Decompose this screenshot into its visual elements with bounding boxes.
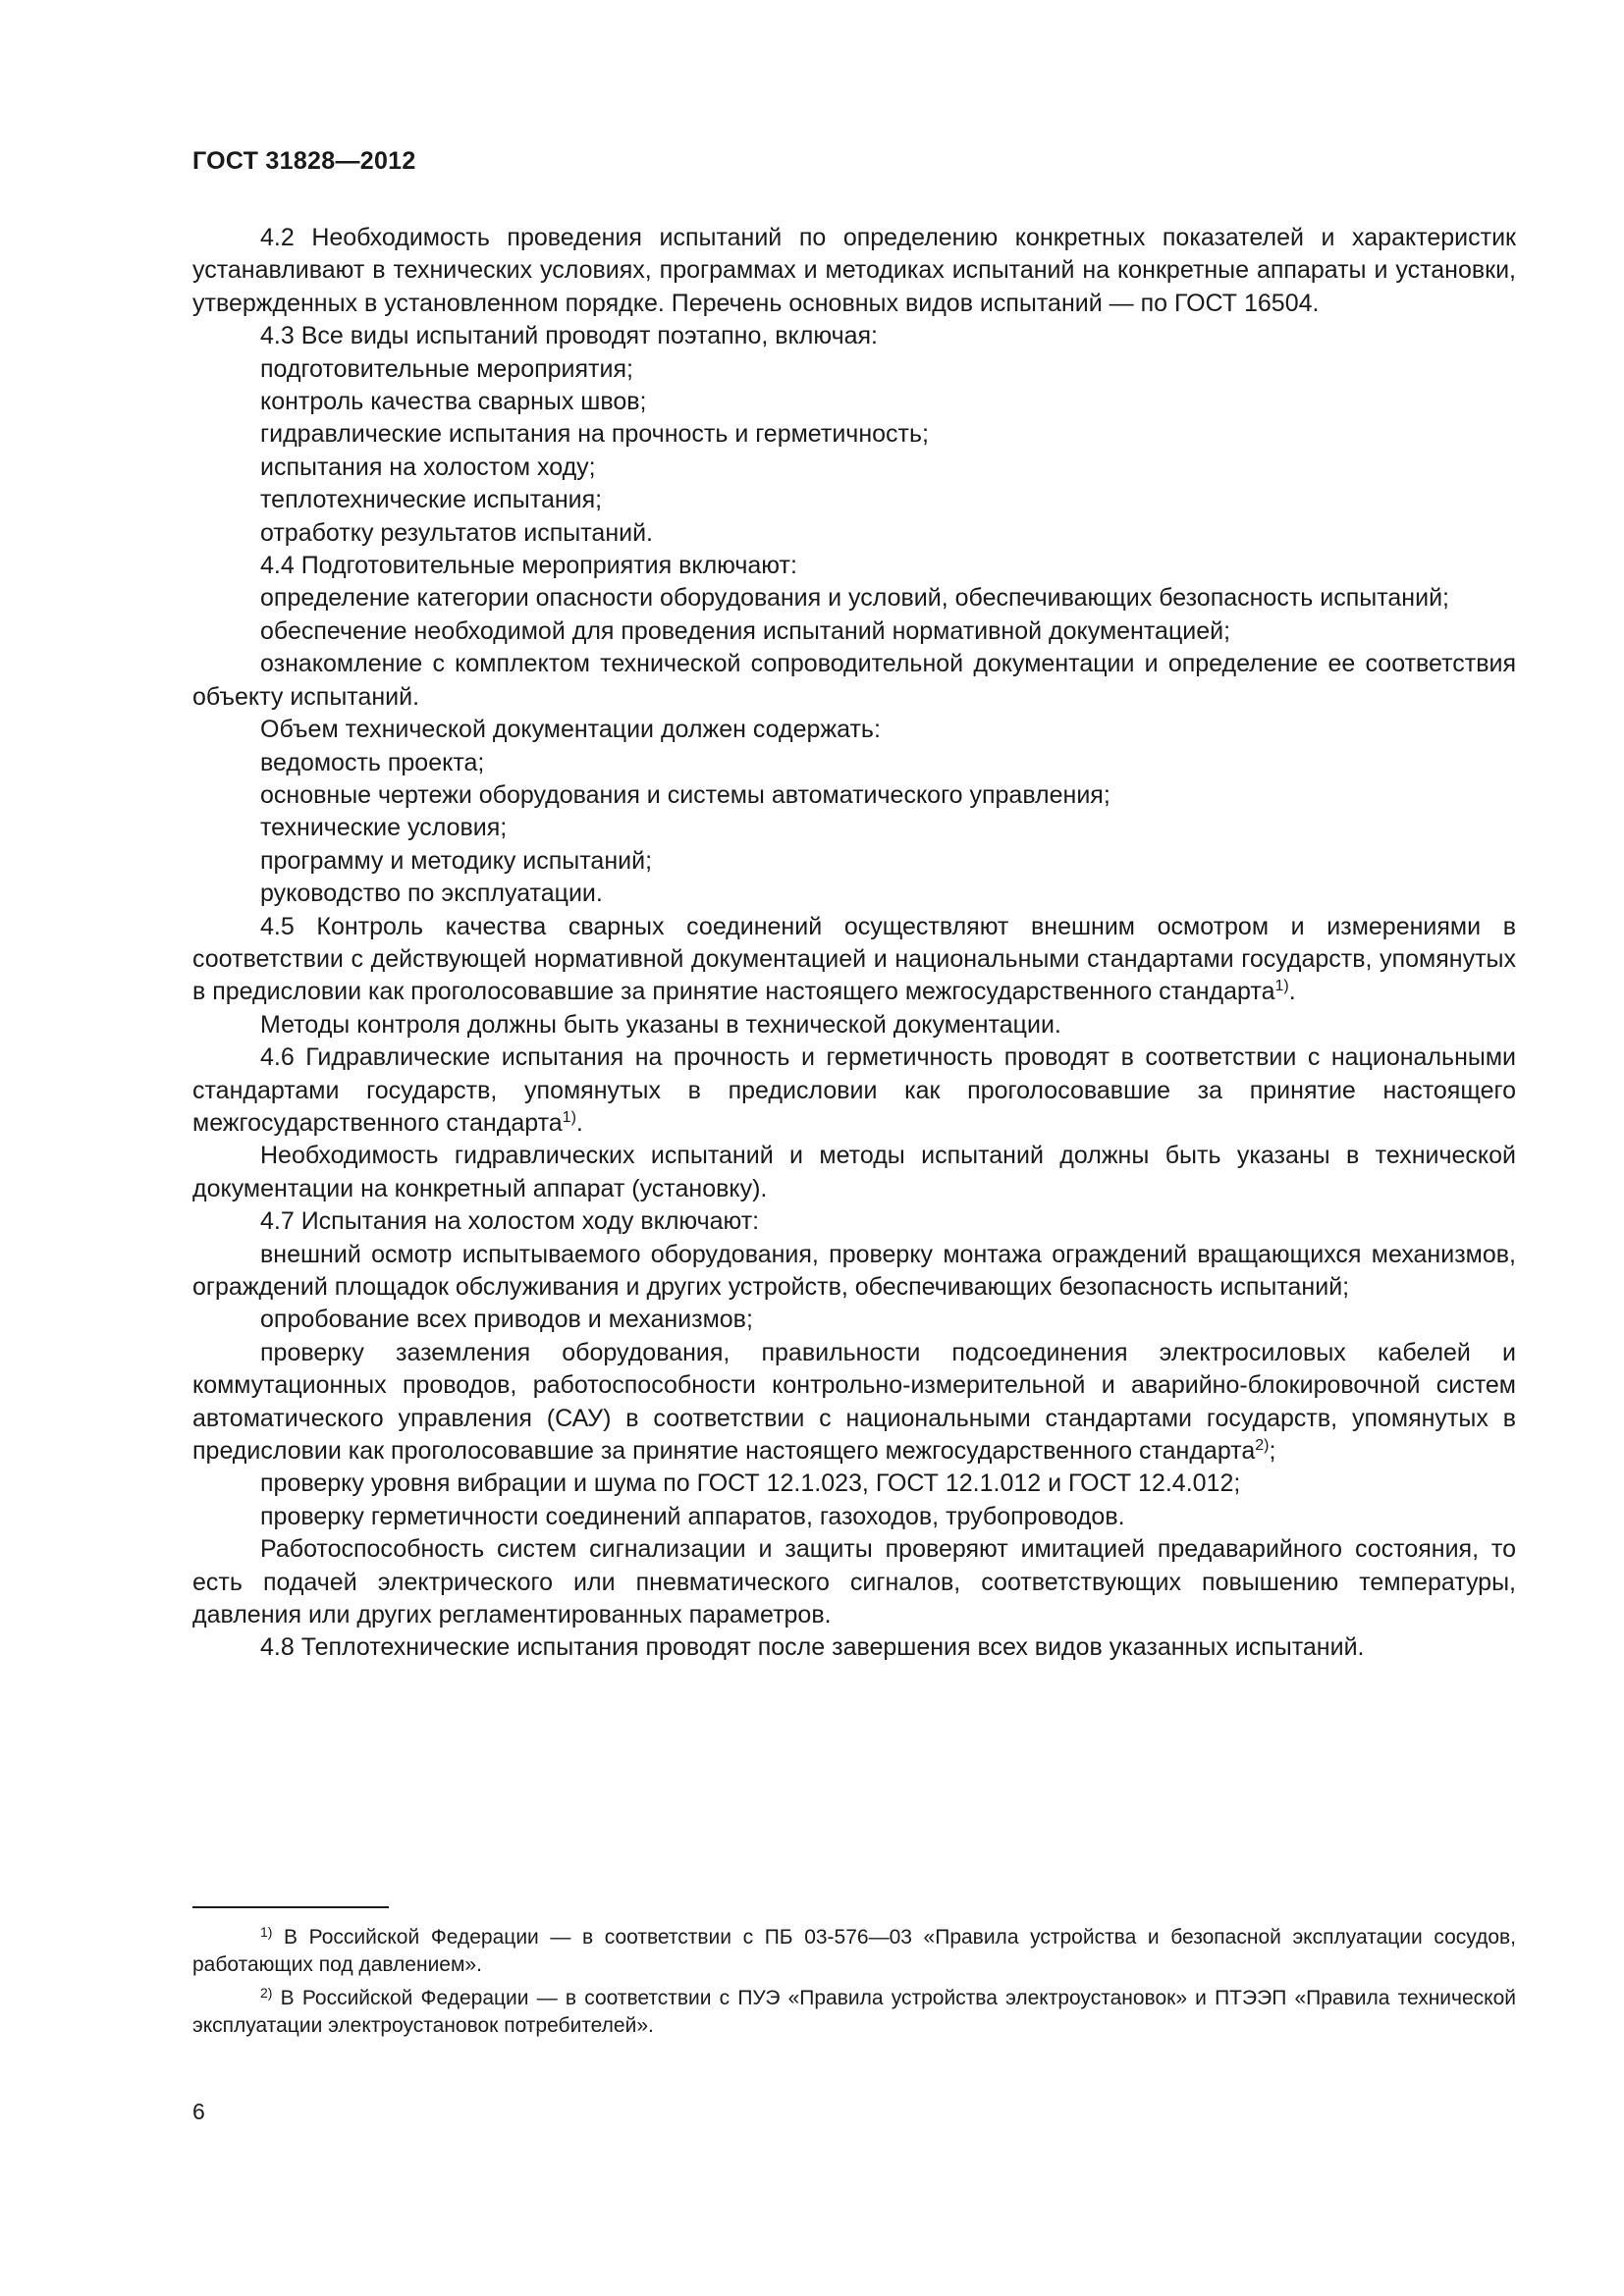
list-item bbox=[192, 1337, 1516, 1468]
footnote-mark: 2) bbox=[260, 1985, 273, 2001]
paragraph-4-5 bbox=[192, 911, 1516, 1009]
list-item: проверку герметичности соединений аппаратов, газоходов, трубопроводов. bbox=[260, 1502, 1125, 1530]
list-item: технические условия; bbox=[260, 814, 508, 842]
list-item: ознакомление с комплектом технической сопроводительной документации и определение ее соответствия объекту испытаний. bbox=[192, 650, 1516, 711]
list-item: теплотехнические испытания; bbox=[260, 486, 603, 514]
list-item: проверку уровня вибрации и шума по ГОСТ 12.1.023, ГОСТ 12.1.012 и ГОСТ 12.4.012; bbox=[260, 1469, 1241, 1498]
footnote-text: В Российской Федерации — в соответствии с ПБ 03-576—03 «Правила устройства и безопасной эксплуатации сосудов, работающих под давлением». bbox=[192, 1926, 1516, 1976]
footnote-ref: 1) bbox=[562, 1108, 576, 1126]
document-code-header: ГОСТ 31828—2012 bbox=[192, 147, 416, 175]
footnote-1 bbox=[192, 1924, 1516, 1979]
list-item: основные чертежи оборудования и системы автоматического управления; bbox=[260, 780, 1110, 809]
paragraph-hydraulic-need: Необходимость гидравлических испытаний и методы испытаний должны быть указаны в технической документации на конкретный аппарат (установку). bbox=[192, 1142, 1516, 1202]
paragraph-4-6 bbox=[192, 1041, 1516, 1140]
list-item: опробование всех приводов и механизмов; bbox=[260, 1306, 753, 1334]
list-item: определение категории опасности оборудования и условий, обеспечивающих безопасность испытаний; bbox=[260, 584, 1449, 613]
paragraph-end: . bbox=[575, 1108, 583, 1137]
footnotes bbox=[192, 1924, 1516, 2046]
list-item: программу и методику испытаний; bbox=[260, 846, 653, 875]
list-item: внешний осмотр испытываемого оборудования, проверку монтажа ограждений вращающихся механизмов, ограждений площадок обслуживания и других устройств, обеспечивающих безопасность испытаний; bbox=[192, 1240, 1516, 1301]
list-item: подготовительные мероприятия; bbox=[260, 354, 633, 383]
paragraph-signaling: Работоспособность систем сигнализации и защиты проверяют имитацией предаварийного состояния, то есть подачей электрического или пневматического сигналов, соответствующих повышению температуры, давления или других регламентированных параметров. bbox=[192, 1535, 1516, 1629]
paragraph-end: ; bbox=[1269, 1437, 1276, 1466]
list-item: гидравлические испытания на прочность и герметичность; bbox=[260, 420, 929, 449]
paragraph-doc-volume: Объем технической документации должен содержать: bbox=[260, 716, 881, 744]
footnote-text: В Российской Федерации — в соответствии с ПУЭ «Правила устройства электроустановок» и ПТЭЭП «Правила технической эксплуатации электроустановок потребителей». bbox=[192, 1987, 1516, 2037]
paragraph-4-7: 4.7 Испытания на холостом ходу включают: bbox=[260, 1207, 760, 1236]
page-number: 6 bbox=[192, 2099, 205, 2124]
document-body bbox=[192, 222, 1516, 1665]
paragraph-4-3: 4.3 Все виды испытаний проводят поэтапно, включая: bbox=[260, 322, 878, 350]
list-item: обеспечение необходимой для проведения испытаний нормативной документацией; bbox=[260, 616, 1231, 645]
paragraph-4-4: 4.4 Подготовительные мероприятия включают: bbox=[260, 552, 797, 580]
paragraph-4-2: 4.2 Необходимость проведения испытаний по определению конкретных показателей и характеристик устанавливают в технических условиях, программах и методиках испытаний на конкретные аппараты и установки, утвержденных в установленном порядке. Перечень основных видов испытаний — по ГОСТ 16504. bbox=[192, 224, 1516, 317]
list-item: отработку результатов испытаний. bbox=[260, 518, 653, 547]
footnote-mark: 1) bbox=[260, 1924, 273, 1940]
paragraph-text: проверку заземления оборудования, правильности подсоединения электросиловых кабелей и коммутационных проводов, работоспособности контрольно-измерительной и аварийно-блокировочной систем автоматического управления (САУ) в соответствии с национальными стандартами государств, упомянутых в предисловии как проголосовавшие за принятие настоящего межгосударственного стандарта bbox=[192, 1338, 1516, 1466]
paragraph-control-methods: Методы контроля должны быть указаны в технической документации. bbox=[260, 1010, 1061, 1039]
footnote-ref: 1) bbox=[1274, 978, 1289, 995]
paragraph-4-8: 4.8 Теплотехнические испытания проводят после завершения всех видов указанных испытаний. bbox=[260, 1633, 1365, 1662]
list-item: руководство по эксплуатации. bbox=[260, 880, 603, 908]
paragraph-end: . bbox=[1288, 978, 1296, 1006]
list-item: контроль качества сварных швов; bbox=[260, 388, 647, 416]
footnote-divider bbox=[192, 1906, 389, 1908]
footnote-2 bbox=[192, 1985, 1516, 2040]
paragraph-text: 4.6 Гидравлические испытания на прочность и герметичность проводят в соответствии с национальными стандартами государств, упомянутых в предисловии как проголосовавшие за принятие настоящего межгосударственного стандарта bbox=[192, 1043, 1516, 1137]
footnote-ref: 2) bbox=[1255, 1437, 1270, 1455]
list-item: ведомость проекта; bbox=[260, 748, 485, 776]
paragraph-text: 4.5 Контроль качества сварных соединений осуществляют внешним осмотром и измерениями в соответствии с действующей нормативной документацией и национальными стандартами государств, упомянутых в предисловии как проголосовавшие за принятие настоящего межгосударственного стандарта bbox=[192, 912, 1516, 1006]
list-item: испытания на холостом ходу; bbox=[260, 453, 596, 481]
